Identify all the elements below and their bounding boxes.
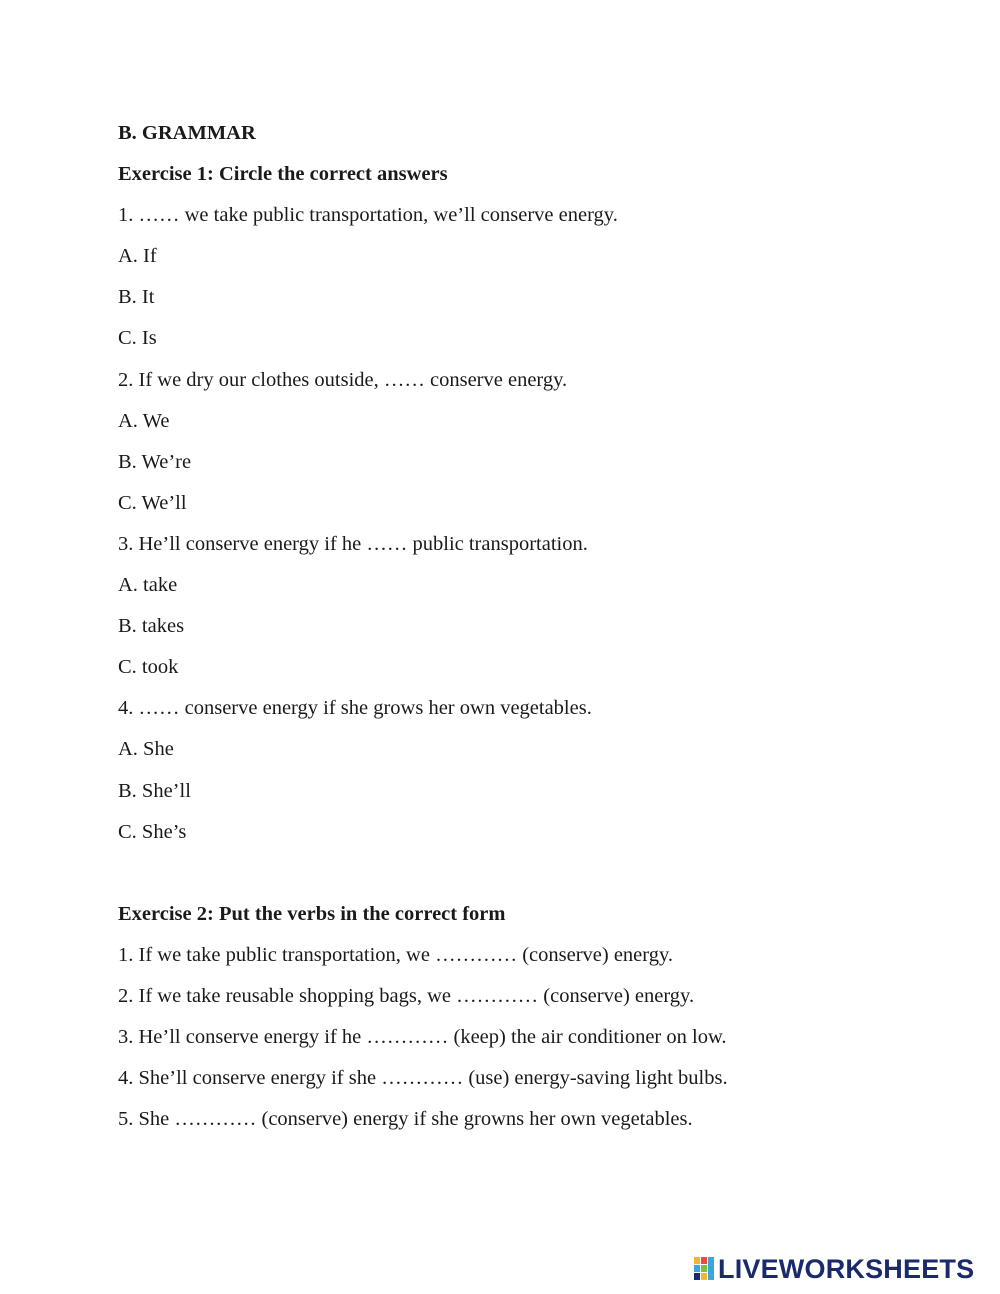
exercise2-item: 5. She ………… (conserve) energy if she growns her own vegetables. (118, 1108, 693, 1131)
exercise1-question-2 (118, 360, 978, 524)
exercise2-item: 1. If we take public transportation, we ………… (conserve) energy. (118, 943, 674, 966)
logo-text: LIVEWORKSHEETS (718, 1254, 975, 1284)
answer-option-a[interactable]: A. take (118, 574, 178, 597)
exercise2-title: Exercise 2: Put the verbs in the correct form (118, 902, 506, 925)
answer-option-a[interactable]: A. If (118, 245, 157, 268)
answer-option-b[interactable]: B. takes (118, 615, 185, 638)
exercise2-item: 3. He’ll conserve energy if he ………… (keep) the air conditioner on low. (118, 1026, 727, 1049)
exercise1-question-4 (118, 688, 978, 852)
question-stem: 2. If we dry our clothes outside, …… conserve energy. (118, 368, 568, 391)
exercise1-question-1 (118, 195, 978, 359)
answer-option-c[interactable]: C. We’ll (118, 491, 187, 514)
answer-option-b[interactable]: B. She’ll (118, 779, 191, 802)
section-spacer (118, 853, 978, 894)
exercise2-item: 4. She’ll conserve energy if she ………… (use) energy-saving light bulbs. (118, 1067, 728, 1090)
exercise1-title: Exercise 1: Circle the correct answers (118, 163, 448, 186)
answer-option-b[interactable]: B. We’re (118, 450, 192, 473)
exercise2-item: 2. If we take reusable shopping bags, we ………… (conserve) energy. (118, 984, 695, 1007)
liveworksheets-logo[interactable] (694, 1254, 974, 1284)
worksheet-page (118, 113, 978, 1140)
answer-option-a[interactable]: A. We (118, 409, 170, 432)
section-title: B. GRAMMAR (118, 122, 256, 144)
question-stem: 1. …… we take public transportation, we’ll conserve energy. (118, 204, 618, 227)
answer-option-b[interactable]: B. It (118, 286, 155, 309)
answer-option-c[interactable]: C. Is (118, 327, 157, 350)
question-stem: 4. …… conserve energy if she grows her own vegetables. (118, 697, 592, 720)
exercise1-question-3 (118, 524, 978, 688)
question-stem: 3. He’ll conserve energy if he …… public transportation. (118, 532, 588, 555)
answer-option-a[interactable]: A. She (118, 738, 174, 761)
liveworksheets-logo-icon (694, 1257, 716, 1281)
answer-option-c[interactable]: C. She’s (118, 820, 187, 843)
answer-option-c[interactable]: C. took (118, 656, 179, 679)
